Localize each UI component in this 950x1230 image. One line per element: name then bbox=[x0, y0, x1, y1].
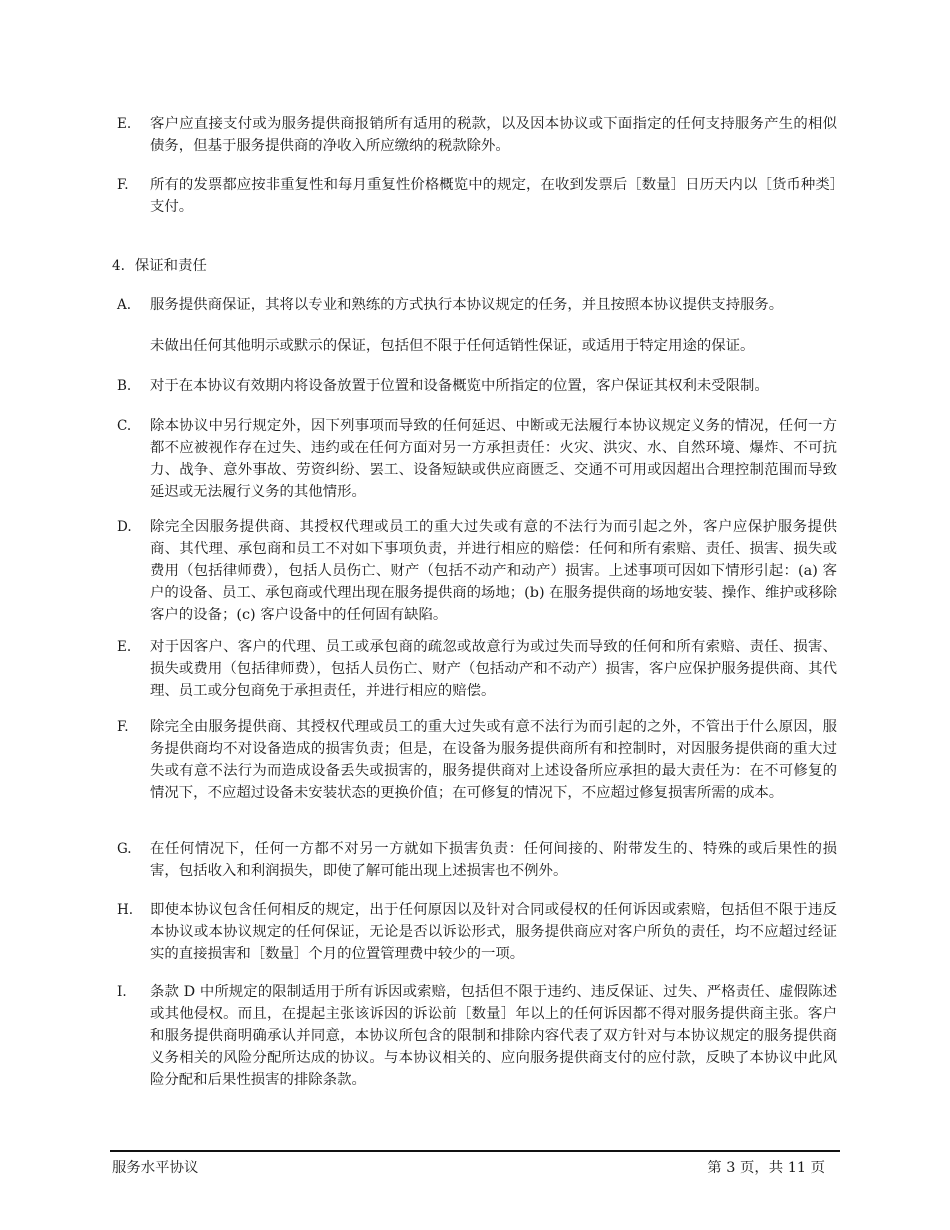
section-heading bbox=[112, 255, 207, 277]
section-title: 保证和责任 bbox=[134, 258, 207, 274]
clause-text: 即使本协议包含任何相反的规定，出于任何原因以及针对合同或侵权的任何诉因或索赔，包括但不限于违反本协议或本协议规定的任何保证，无论是否以诉讼形式，服务提供商应对客户所负的责任，均不应超过经证实的直接损害和［数量］个月的位置管理费中较少的一项。 bbox=[150, 902, 837, 962]
clause-letter: H. bbox=[117, 902, 134, 918]
clause-f bbox=[117, 716, 837, 804]
clause-i bbox=[117, 981, 837, 1091]
footer-divider bbox=[110, 1150, 840, 1152]
clause-letter: E. bbox=[117, 116, 132, 132]
page-number: 第 3 页，共 11 页 bbox=[707, 1160, 825, 1176]
footer-title: 服务水平协议 bbox=[112, 1160, 199, 1176]
clause-text: 在任何情况下，任何一方都不对另一方就如下损害负责：任何间接的、附带发生的、特殊的或后果性的损害，包括收入和利润损失，即使了解可能出现上述损害也不例外。 bbox=[150, 841, 837, 879]
clause-text: 对于在本协议有效期内将设备放置于位置和设备概览中所指定的位置，客户保证其权利未受限制。 bbox=[150, 378, 769, 394]
clause-text: 除本协议中另行规定外，因下列事项而导致的任何延迟、中断或无法履行本协议规定义务的情况，任何一方都不应被视作存在过失、违约或在任何方面对另一方承担责任：火灾、洪灾、水、自然环境、爆炸、不可抗力、战争、意外事故、劳资纠纷、罢工、设备短缺或供应商匮乏、交通不可用或因超出合理控制范围而导致延迟或无法履行义务的其他情形。 bbox=[150, 418, 837, 500]
clause-text: 除完全由服务提供商、其授权代理或员工的重大过失或有意不法行为而引起的之外，不管出于什么原因，服务提供商均不对设备造成的损害负责；但是，在设备为服务提供商所有和控制时，对因服务提供商的重大过失或有意不法行为而造成设备丢失或损害的，服务提供商对上述设备所应承担的最大责任为：在不可修复的情况下，不应超过设备未安装状态的更换价值；在可修复的情况下，不应超过修复损害所需的成本。 bbox=[150, 719, 837, 801]
clause-b bbox=[117, 375, 837, 397]
clause-text: 条款 D 中所规定的限制适用于所有诉因或索赔，包括但不限于违约、违反保证、过失、严格责任、虚假陈述或其他侵权。而且，在提起主张该诉因的诉讼前［数量］年以上的任何诉因都不得对服务提供商主张。客户和服务提供商明确承认并同意，本协议所包含的限制和排除内容代表了双方针对与本协议规定的服务提供商义务相关的风险分配所达成的协议。与本协议相关的、应向服务提供商支付的应付款，反映了本协议中此风险分配和后果性损害的排除条款。 bbox=[150, 984, 837, 1088]
clause-h bbox=[117, 899, 837, 965]
clause-f-invoices bbox=[117, 174, 837, 218]
clause-letter: F. bbox=[117, 177, 129, 193]
clause-letter: I. bbox=[117, 984, 127, 1000]
clause-letter: F. bbox=[117, 719, 129, 735]
clause-text: 对于因客户、客户的代理、员工或承包商的疏忽或故意行为或过失而导致的任何和所有索赔、责任、损害、损失或费用（包括律师费），包括人员伤亡、财产（包括动产和不动产）损害，客户应保护服务提供商、其代理、员工或分包商免于承担责任，并进行相应的赔偿。 bbox=[150, 639, 837, 699]
clause-letter: B. bbox=[117, 378, 132, 394]
clause-c bbox=[117, 415, 837, 503]
clause-e bbox=[117, 636, 837, 702]
clause-letter: C. bbox=[117, 418, 132, 434]
clause-a bbox=[117, 294, 837, 316]
clause-letter: D. bbox=[117, 519, 132, 535]
clause-e-taxes bbox=[117, 113, 837, 157]
clause-letter: E. bbox=[117, 639, 132, 655]
clause-text: 所有的发票都应按非重复性和每月重复性价格概览中的规定，在收到发票后［数量］日历天内以［货币种类］支付。 bbox=[150, 177, 837, 215]
clause-d bbox=[117, 516, 837, 626]
clause-g bbox=[117, 838, 837, 882]
clause-text: 客户应直接支付或为服务提供商报销所有适用的税款，以及因本协议或下面指定的任何支持服务产生的相似债务，但基于服务提供商的净收入所应缴纳的税款除外。 bbox=[150, 116, 837, 154]
clause-text: 除完全因服务提供商、其授权代理或员工的重大过失或有意的不法行为而引起之外，客户应保护服务提供商、其代理、承包商和员工不对如下事项负责，并进行相应的赔偿：任何和所有索赔、责任、损害、损失或费用（包括律师费），包括人员伤亡、财产（包括不动产和动产）损害。上述事项可因如下情形引起：(a) 客户的设备、员工、承包商或代理出现在服务提供商的场地；(b) 在服务提供商的场地安装、操作、维护或移除客户的设备；(c) 客户设备中的任何固有缺陷。 bbox=[150, 519, 837, 623]
clause-a-note: 未做出任何其他明示或默示的保证，包括但不限于任何适销性保证，或适用于特定用途的保证。 bbox=[150, 338, 755, 354]
clause-letter: G. bbox=[117, 841, 132, 857]
clause-letter: A. bbox=[117, 297, 132, 313]
section-number: 4. bbox=[112, 258, 125, 274]
clause-text: 服务提供商保证，其将以专业和熟练的方式执行本协议规定的任务，并且按照本协议提供支持服务。 bbox=[150, 297, 784, 313]
